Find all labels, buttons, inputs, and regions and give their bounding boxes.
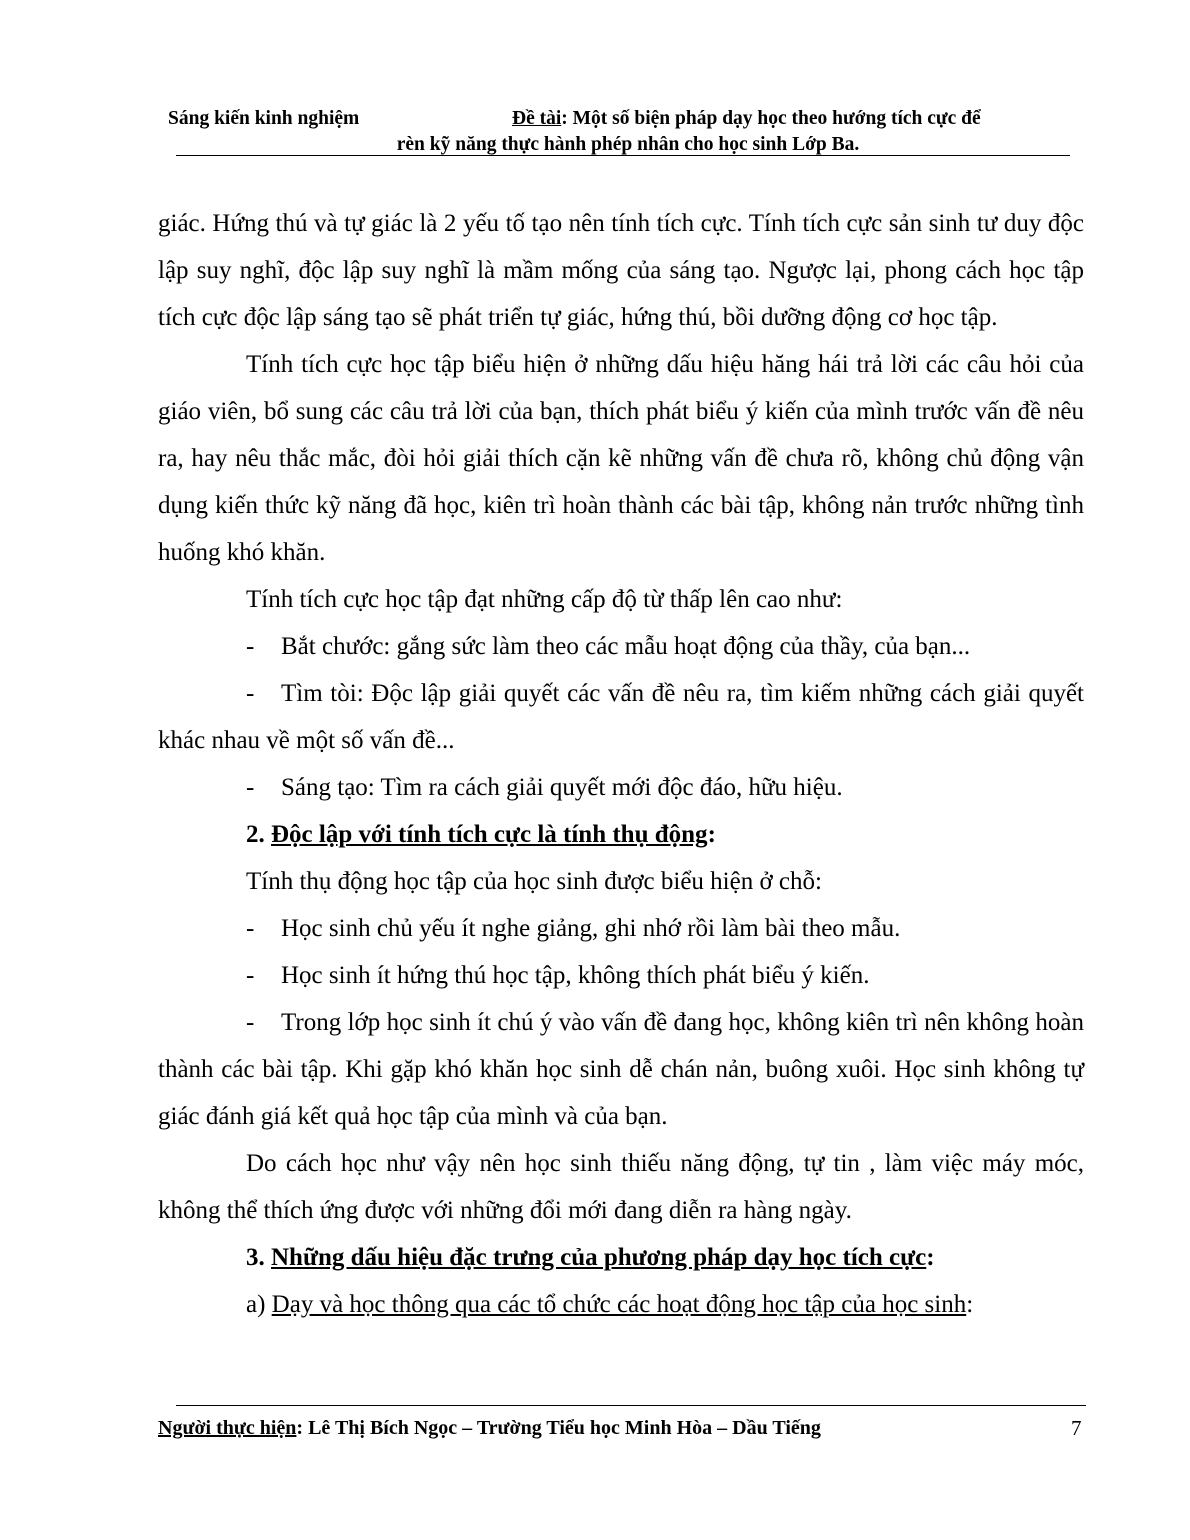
list-item: - Học sinh chủ yếu ít nghe giảng, ghi nhớ rồi làm bài theo mẫu. [158, 905, 1084, 952]
header-title-line1: Một số biện pháp dạy học theo hướng tích cực để [567, 108, 981, 129]
page-number: 7 [1071, 1416, 1082, 1440]
list-item: - Sáng tạo: Tìm ra cách giải quyết mới độc đáo, hữu hiệu. [158, 764, 1084, 811]
list-dash: - [246, 1009, 255, 1036]
list-dash: - [246, 962, 255, 989]
paragraph-levels-intro: Tính tích cực học tập đạt những cấp độ từ thấp lên cao như: [246, 586, 843, 613]
paragraph-consequence: Do cách học như vậy nên học sinh thiếu năng động, tự tin , làm việc máy móc, không thể thích ứng được với những đổi mới đang diễn ra hàng ngày. [158, 1150, 1084, 1224]
list-dash: - [246, 680, 255, 707]
document-body [158, 200, 1084, 1328]
list-dash: - [246, 915, 255, 942]
header-topic-colon: : [561, 108, 568, 129]
paragraph-active-learning-signs: Tính tích cực học tập biểu hiện ở những dấu hiệu hăng hái trả lời các câu hỏi của giáo viên, bổ sung các câu trả lời của bạn, thích phát biểu ý kiến của mình trước vấn đề nêu ra, hay nêu thắc mắc, đòi hỏi giải thích cặn kẽ những vấn đề chưa rõ, không chủ động vận dụng kiến thức kỹ năng đã học, kiên trì hoàn thành các bài tập, không nản trước những tình huống khó khăn. [158, 351, 1084, 566]
header-divider [176, 155, 1070, 156]
section-2-heading: 2. Độc lập với tính tích cực là tính thụ động: [246, 821, 716, 848]
list-item: - Trong lớp học sinh ít chú ý vào vấn đề đang học, không kiên trì nên không hoàn thành các bài tập. Khi gặp khó khăn học sinh dễ chán nản, buông xuôi. Học sinh không tự giác đánh giá kết quả học tập của mình và của bạn. [158, 999, 1084, 1140]
list-dash: - [246, 774, 255, 801]
footer-divider [176, 1405, 1086, 1406]
header-topic-label: Đề tài [512, 108, 562, 129]
section-3-heading: 3. Những dấu hiệu đặc trưng của phương pháp dạy học tích cực: [246, 1244, 935, 1271]
list-item: - Học sinh ít hứng thú học tập, không thích phát biểu ý kiến. [158, 952, 1084, 999]
page-footer: Người thực hiện: Lê Thị Bích Ngọc – Trường Tiểu học Minh Hòa – Dầu Tiếng [158, 1417, 821, 1439]
paragraph-continuation: giác. Hứng thú và tự giác là 2 yếu tố tạo nên tính tích cực. Tính tích cực sản sinh tư duy độc lập suy nghĩ, độc lập suy nghĩ là mầm mống của sáng tạo. Ngược lại, phong cách học tập tích cực độc lập sáng tạo sẽ phát triển tự giác, hứng thú, bồi dưỡng động cơ học tập. [158, 210, 1084, 331]
list-dash: - [246, 633, 255, 660]
footer-author-label: Người thực hiện [158, 1417, 297, 1439]
header-topic-title [512, 107, 981, 131]
section-2-intro: Tính thụ động học tập của học sinh được biểu hiện ở chỗ: [246, 868, 822, 895]
list-item: - Bắt chước: gắng sức làm theo các mẫu hoạt động của thầy, của bạn... [158, 623, 1084, 670]
header-left-label: Sáng kiến kinh nghiệm [168, 108, 360, 129]
header-title-line2: rèn kỹ năng thực hành phép nhân cho học sinh Lớp Ba. [396, 134, 860, 155]
list-item: - Tìm tòi: Độc lập giải quyết các vấn đề nêu ra, tìm kiếm những cách giải quyết khác nhau về một số vấn đề... [158, 670, 1084, 764]
section-3a-heading: a) Dạy và học thông qua các tổ chức các hoạt động học tập của học sinh: [246, 1291, 974, 1318]
page-header [168, 107, 1078, 157]
footer-author-text: Lê Thị Bích Ngọc – Trường Tiểu học Minh Hòa – Dầu Tiếng [303, 1417, 821, 1439]
